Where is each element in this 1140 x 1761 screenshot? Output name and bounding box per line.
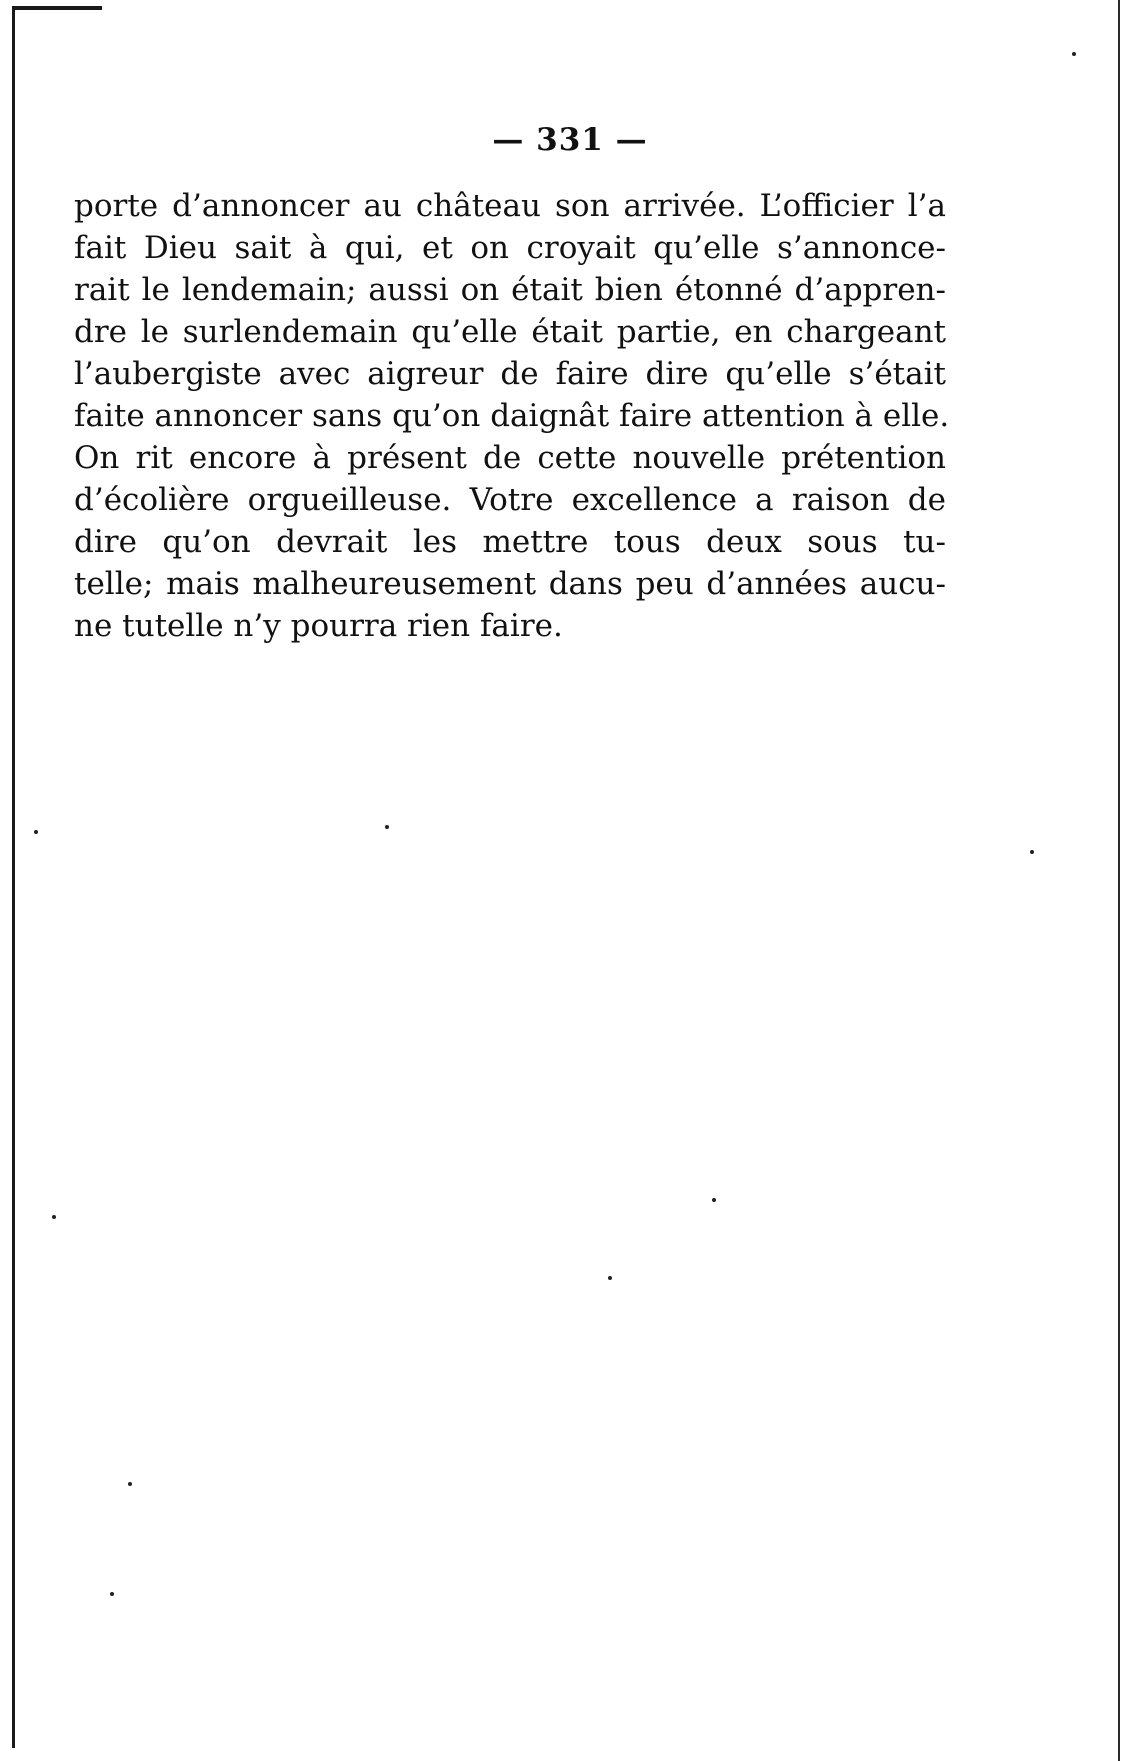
scan-speck — [34, 830, 38, 834]
text-line: dire qu’on devrait les mettre tous deux sous tu- — [74, 524, 946, 560]
scan-border-right — [1118, 0, 1120, 1761]
scan-speck — [608, 1276, 612, 1280]
scan-speck — [110, 1592, 114, 1596]
scan-speck — [52, 1215, 56, 1219]
text-line: dre le surlendemain qu’elle était partie, en chargeant — [74, 314, 946, 350]
scan-border-left — [12, 8, 15, 1748]
scan-border-top — [12, 6, 102, 10]
text-line: ne tutelle n’y pourra rien faire. — [74, 608, 563, 644]
text-line: faite annoncer sans qu’on daignât faire attention à elle. — [74, 398, 950, 434]
scan-speck — [1072, 52, 1076, 56]
text-line: l’aubergiste avec aigreur de faire dire qu’elle s’était — [74, 356, 946, 392]
text-line: porte d’annoncer au château son arrivée. L’officier l’a — [74, 188, 946, 224]
scan-speck — [128, 1482, 132, 1486]
text-line: fait Dieu sait à qui, et on croyait qu’elle s’annonce- — [74, 230, 946, 266]
body-text — [74, 185, 950, 647]
text-line: On rit encore à présent de cette nouvelle prétention — [74, 440, 946, 476]
text-line: telle; mais malheureusement dans peu d’années aucu- — [74, 566, 946, 602]
page-number: — 331 — — [492, 122, 648, 158]
scan-speck — [712, 1198, 716, 1202]
text-line: rait le lendemain; aussi on était bien étonné d’appren- — [74, 272, 946, 308]
scan-speck — [1030, 850, 1034, 854]
scan-speck — [385, 825, 389, 829]
text-line: d’écolière orgueilleuse. Votre excellence a raison de — [74, 482, 946, 518]
